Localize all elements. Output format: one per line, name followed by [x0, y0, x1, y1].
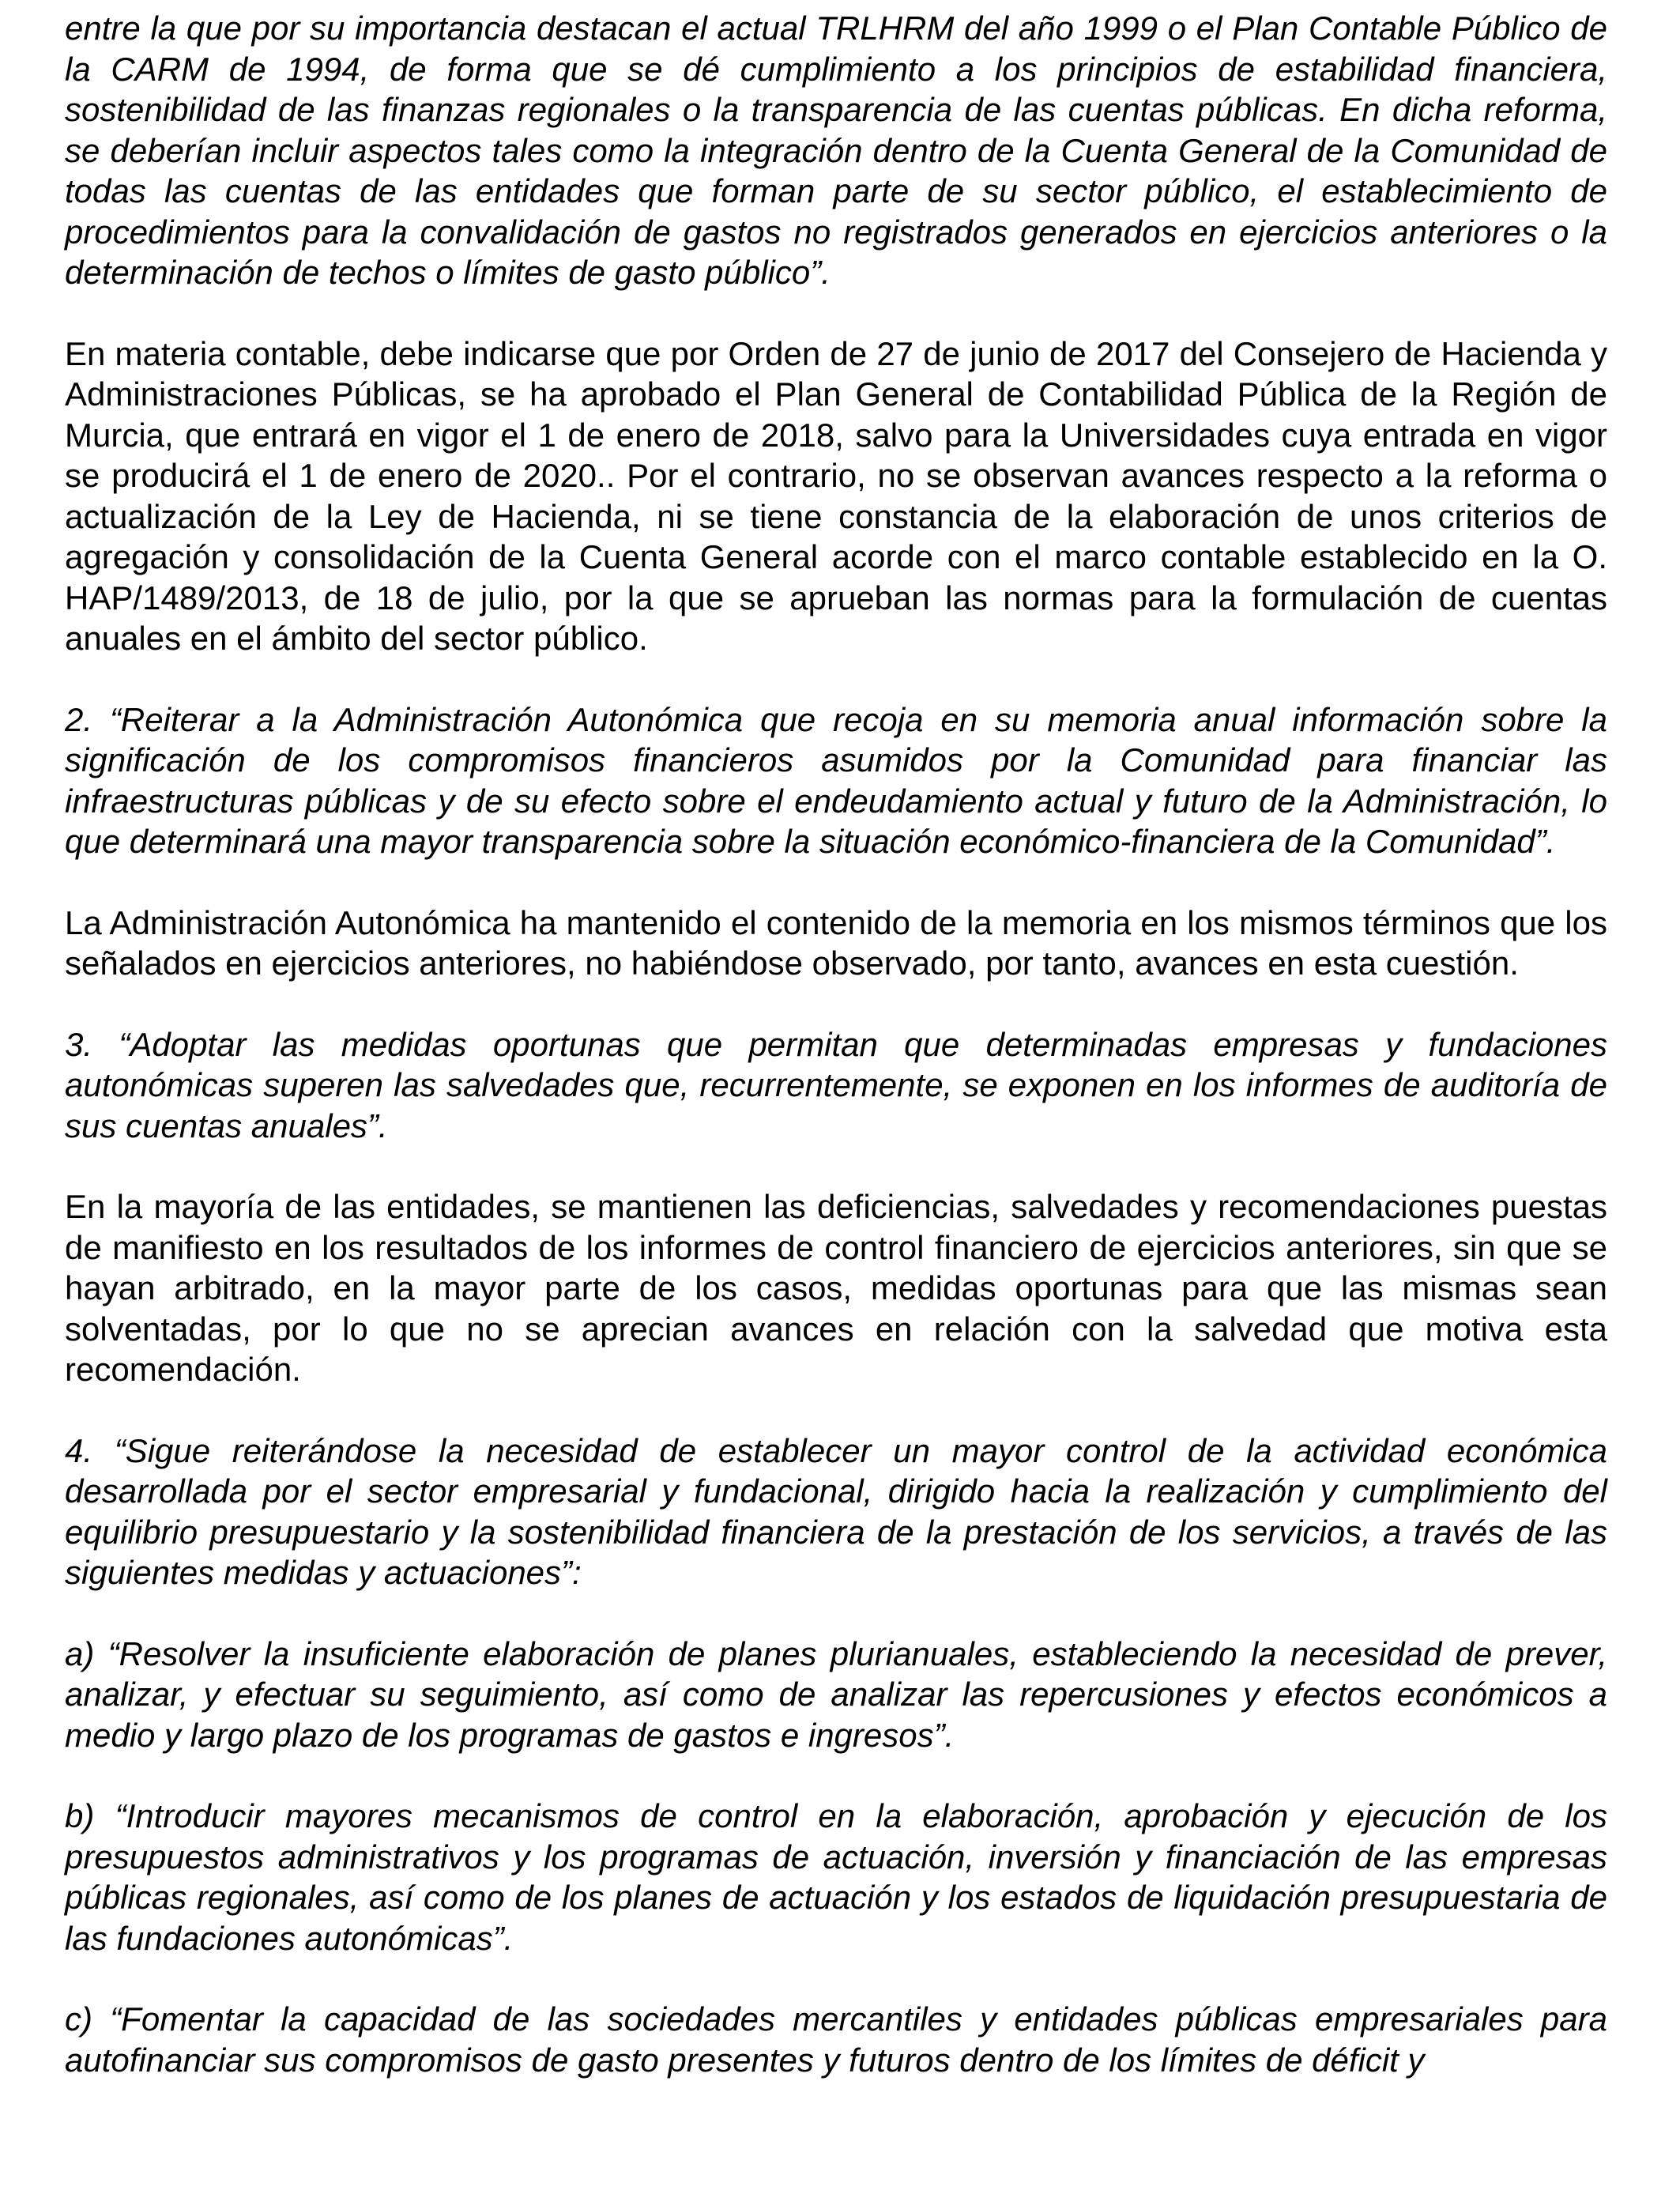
paragraph-recommendation-2: 2. “Reiterar a la Administración Autonómica que recoja en su memoria anual información sobre la significación de los compromisos financieros asumidos por la Comunidad para financiar las infraestructuras públicas y de su efecto sobre el endeudamiento actual y futuro de la Administración, lo que determinará una mayor transparencia sobre la situación económico-financiera de la Comunidad”.: [65, 700, 1607, 860]
paragraph-accounting-matters: En materia contable, debe indicarse que por Orden de 27 de junio de 2017 del Consejero de Hacienda y Administraciones Públicas, se ha aprobado el Plan General de Contabilidad Pública de la Región de Murcia, que entrará en vigor el 1 de enero de 2018, salvo para la Universidades cuya entrada en vigor se producirá el 1 de enero de 2020.. Por el contrario, no se observan avances respecto a la reforma o actualización de la Ley de Hacienda, ni se tiene constancia de la elaboración de unos criterios de agregación y consolidación de la Cuenta General acorde con el marco contable establecido en la O. HAP/1489/2013, de 18 de julio, por la que se aprueban las normas para la formulación de cuentas anuales en el ámbito del sector público.: [65, 334, 1607, 657]
paragraph-recommendation-3: 3. “Adoptar las medidas oportunas que permitan que determinadas empresas y fundaciones autonómicas superen las salvedades que, recurrentemente, se exponen en los informes de auditoría de sus cuentas anuales”.: [65, 1025, 1607, 1144]
paragraph-recommendation-4: 4. “Sigue reiterándose la necesidad de establecer un mayor control de la actividad económica desarrollada por el sector empresarial y fundacional, dirigido hacia la realización y cumplimiento del equilibrio presupuestario y la sostenibilidad financiera de la prestación de los servicios, a través de las siguientes medidas y actuaciones”:: [65, 1431, 1607, 1591]
paragraph-recommendation-3-response: En la mayoría de las entidades, se mantienen las deficiencias, salvedades y recomendaciones puestas de manifiesto en los resultados de los informes de control financiero de ejercicios anteriores, sin que se hayan arbitrado, en la mayor parte de los casos, medidas oportunas para que las mismas sean solventadas, por lo que no se aprecian avances en relación con la salvedad que motiva esta recomendación.: [65, 1188, 1607, 1388]
paragraph-quote-reform-continuation: entre la que por su importancia destacan el actual TRLHRM del año 1999 o el Plan Contable Público de la CARM de 1994, de forma que se dé cumplimiento a los principios de estabilidad financiera, sostenibilidad de las finanzas regionales o la transparencia de las cuentas públicas. En dicha reforma, se deberían incluir aspectos tales como la integración dentro de la Cuenta General de la Comunidad de todas las cuentas de las entidades que forman parte de su sector público, el establecimiento de procedimientos para la convalidación de gastos no registrados generados en ejercicios anteriores o la determinación de techos o límites de gasto público”.: [65, 9, 1607, 291]
paragraph-measure-c: c) “Fomentar la capacidad de las sociedades mercantiles y entidades públicas empresariales para autofinanciar sus compromisos de gasto presentes y futuros dentro de los límites de déficit y: [65, 2000, 1607, 2079]
paragraph-measure-b: b) “Introducir mayores mecanismos de control en la elaboración, aprobación y ejecución de los presupuestos administrativos y los programas de actuación, inversión y financiación de las empresas públicas regionales, así como de los planes de actuación y los estados de liquidación presupuestaria de las fundaciones autonómicas”.: [65, 1797, 1607, 1957]
paragraph-measure-a: a) “Resolver la insuficiente elaboración de planes plurianuales, estableciendo la necesidad de prever, analizar, y efectuar su seguimiento, así como de analizar las repercusiones y efectos económicos a medio y largo plazo de los programas de gastos e ingresos”.: [65, 1634, 1607, 1754]
document-page: [65, 8, 1607, 2120]
paragraph-recommendation-2-response: La Administración Autonómica ha mantenido el contenido de la memoria en los mismos términos que los señalados en ejercicios anteriores, no habiéndose observado, por tanto, avances en esta cuestión.: [65, 903, 1607, 982]
